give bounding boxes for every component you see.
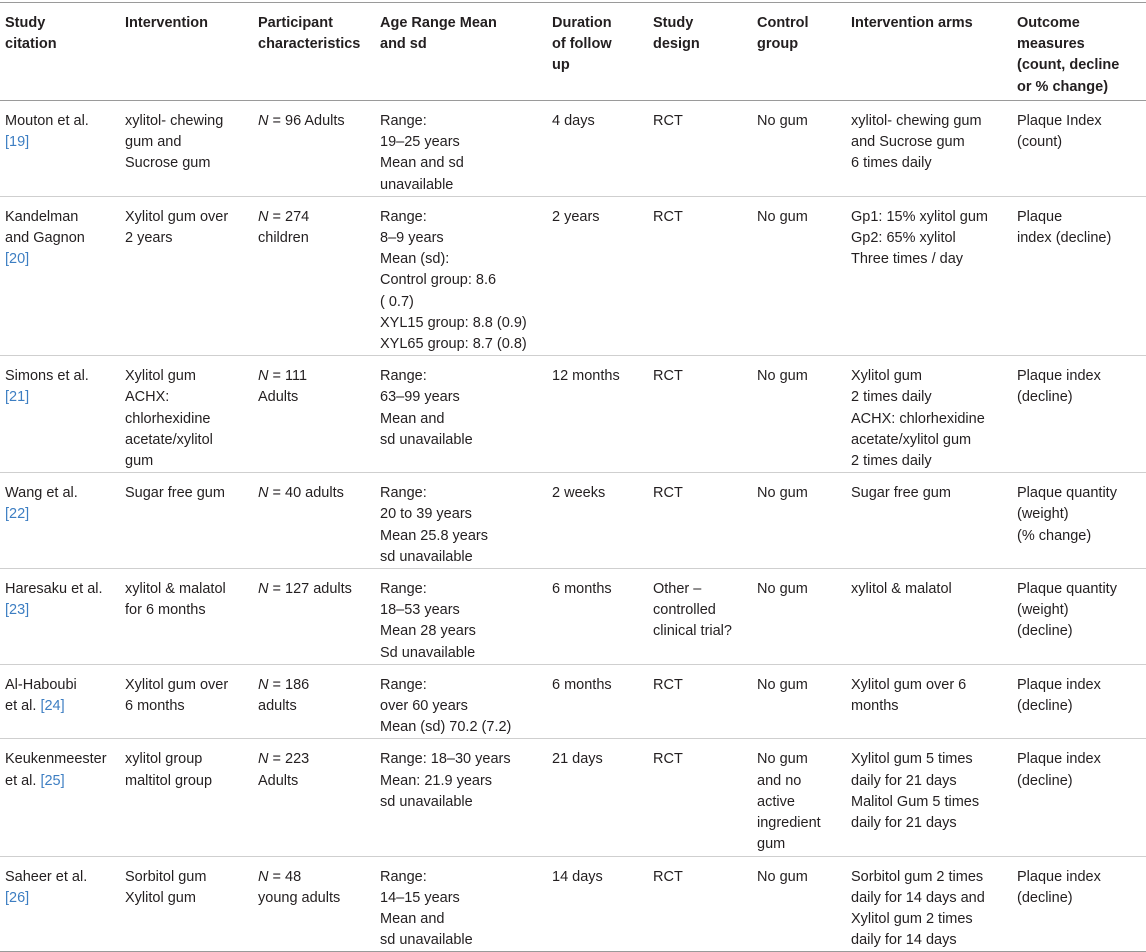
cell-duration: 6 months	[552, 581, 612, 598]
cell-study-citation	[0, 473, 120, 569]
table-row	[0, 196, 1146, 355]
cell-participant-characteristics	[253, 664, 375, 739]
cell-outcome-measures: Plaque index (decline)	[1017, 676, 1101, 715]
cell-study-citation	[0, 356, 120, 473]
cell-intervention-arms: Xylitol gum 2 times daily ACHX: chlorhexidine acetate/xylitol gum 2 times daily	[851, 368, 985, 470]
cell-control-group: No gum and no active ingredient gum	[757, 751, 821, 853]
header-study-citation: Study citation	[5, 15, 57, 53]
cell-intervention: Xylitol gum over 2 years	[125, 208, 229, 247]
cell-control-group: No gum	[757, 485, 808, 502]
header-intervention-arms: Intervention arms	[851, 15, 973, 31]
cell-duration: 21 days	[552, 751, 603, 768]
participants-text: = 96 Adults	[268, 113, 345, 129]
cell-control-group: No gum	[757, 113, 808, 129]
cell-intervention-arms: Sugar free gum	[851, 485, 951, 502]
participants-n: N	[258, 676, 269, 693]
cell-intervention-arms: Gp1: 15% xylitol gum Gp2: 65% xylitol Three times / day	[851, 208, 989, 268]
cell-intervention: xylitol & malatol for 6 months	[125, 581, 226, 619]
participants-text: = 40 adults	[268, 485, 344, 502]
cell-outcome-measures: Plaque index (decline)	[1017, 208, 1112, 247]
cell-age-range: Range: 14–15 years Mean and sd unavailable	[380, 868, 473, 949]
header-participant-characteristics: Participant characteristics	[258, 15, 361, 53]
cell-control-group: No gum	[757, 208, 808, 225]
reference-link[interactable]: [21]	[5, 389, 30, 406]
cell-intervention-arms: Sorbitol gum 2 times daily for 14 days and Xylitol gum 2 times daily for 14 days	[851, 868, 985, 949]
citation-text: Saheer et al.	[5, 868, 88, 885]
table-row	[0, 856, 1146, 952]
cell-study-design: Other – controlled clinical trial?	[653, 581, 732, 640]
participants-n: N	[258, 368, 269, 385]
header-row	[0, 3, 1146, 101]
reference-link[interactable]: [24]	[40, 698, 65, 715]
cell-age-range: Range: over 60 years Mean (sd) 70.2 (7.2)	[380, 676, 512, 736]
participants-n: N	[258, 485, 269, 502]
cell-participant-characteristics	[253, 473, 375, 569]
table-header	[0, 3, 1146, 101]
cell-intervention: xylitol- chewing gum and Sucrose gum	[125, 113, 224, 172]
reference-link[interactable]: [19]	[5, 134, 30, 151]
cell-participant-characteristics	[253, 101, 375, 197]
header-intervention: Intervention	[125, 15, 208, 31]
cell-intervention: Xylitol gum ACHX: chlorhexidine acetate/xylitol gum	[125, 368, 213, 470]
cell-participant-characteristics	[253, 356, 375, 473]
reference-link[interactable]: [25]	[40, 772, 65, 789]
cell-duration: 4 days	[552, 113, 595, 129]
participants-text: = 186 adults	[258, 676, 310, 715]
cell-outcome-measures: Plaque quantity (weight) (decline)	[1017, 581, 1117, 640]
cell-study-design: RCT	[653, 751, 683, 768]
cell-outcome-measures: Plaque index (decline)	[1017, 368, 1101, 406]
participants-text: = 48 young adults	[258, 868, 341, 906]
table-row	[0, 664, 1146, 739]
cell-outcome-measures: Plaque index (decline)	[1017, 751, 1101, 789]
cell-intervention: xylitol group maltitol group	[125, 751, 213, 789]
cell-participant-characteristics	[253, 569, 375, 665]
table-row	[0, 739, 1146, 856]
cell-participant-characteristics	[253, 196, 375, 355]
cell-intervention-arms: xylitol & malatol	[851, 581, 952, 598]
cell-duration: 6 months	[552, 676, 612, 693]
participants-text: = 223 Adults	[258, 751, 310, 789]
cell-outcome-measures: Plaque index (decline)	[1017, 868, 1101, 906]
citation-text: Mouton et al.	[5, 113, 89, 129]
cell-age-range: Range: 63–99 years Mean and sd unavailable	[380, 368, 473, 448]
cell-intervention: Sugar free gum	[125, 485, 225, 502]
table-body	[0, 101, 1146, 952]
header-duration: Duration of follow up	[552, 15, 612, 74]
cell-study-citation	[0, 664, 120, 739]
header-outcome-measures: Outcome measures (count, decline or % change)	[1017, 15, 1120, 95]
participants-n: N	[258, 113, 269, 129]
cell-study-design: RCT	[653, 485, 683, 502]
cell-study-citation	[0, 739, 120, 856]
cell-age-range: Range: 18–53 years Mean 28 years Sd unavailable	[380, 581, 476, 661]
participants-text: = 274 children	[258, 208, 310, 247]
cell-control-group: No gum	[757, 868, 808, 885]
reference-link[interactable]: [20]	[5, 251, 30, 268]
cell-duration: 2 years	[552, 208, 600, 225]
cell-age-range: Range: 19–25 years Mean and sd unavailable	[380, 113, 464, 193]
citation-text: Al-Haboubi et al.	[5, 676, 77, 715]
cell-intervention-arms: Xylitol gum over 6 months	[851, 676, 967, 715]
table-row	[0, 356, 1146, 473]
cell-participant-characteristics	[253, 739, 375, 856]
table-row	[0, 473, 1146, 569]
cell-control-group: No gum	[757, 368, 808, 385]
cell-age-range: Range: 20 to 39 years Mean 25.8 years sd unavailable	[380, 485, 489, 565]
cell-study-design: RCT	[653, 113, 683, 129]
cell-duration: 12 months	[552, 368, 620, 385]
reference-link[interactable]: [23]	[5, 602, 30, 619]
cell-participant-characteristics	[253, 856, 375, 952]
citation-text: Wang et al.	[5, 485, 78, 502]
cell-study-citation	[0, 101, 120, 197]
cell-control-group: No gum	[757, 581, 808, 598]
cell-age-range: Range: 8–9 years Mean (sd): Control group: 8.6 ( 0.7) XYL15 group: 8.8 (0.9) XYL65 group: 8.7 (0.8)	[380, 208, 527, 353]
cell-study-design: RCT	[653, 208, 683, 225]
cell-outcome-measures: Plaque Index (count)	[1017, 113, 1102, 151]
header-control-group: Control group	[757, 15, 809, 53]
participants-n: N	[258, 581, 269, 598]
cell-outcome-measures: Plaque quantity (weight) (% change)	[1017, 485, 1117, 544]
table-row	[0, 569, 1146, 665]
participants-n: N	[258, 751, 269, 768]
citation-text: Kandelman and Gagnon	[5, 208, 85, 247]
cell-study-design: RCT	[653, 676, 683, 693]
citation-text: Haresaku et al.	[5, 581, 103, 598]
cell-study-citation	[0, 569, 120, 665]
participants-text: = 111 Adults	[258, 368, 308, 406]
cell-age-range: Range: 18–30 years Mean: 21.9 years sd unavailable	[380, 751, 511, 810]
cell-intervention: Sorbitol gum Xylitol gum	[125, 868, 207, 906]
cell-duration: 2 weeks	[552, 485, 606, 502]
participants-n: N	[258, 208, 269, 225]
cell-study-citation	[0, 856, 120, 952]
studies-table	[0, 2, 1146, 952]
reference-link[interactable]: [26]	[5, 889, 30, 906]
table-row	[0, 101, 1146, 197]
cell-study-design: RCT	[653, 368, 683, 385]
participants-n: N	[258, 868, 269, 885]
cell-intervention: Xylitol gum over 6 months	[125, 676, 229, 715]
header-study-design: Study design	[653, 15, 700, 53]
citation-text: Simons et al.	[5, 368, 89, 385]
participants-text: = 127 adults	[268, 581, 352, 598]
cell-study-design: RCT	[653, 868, 683, 885]
citation-text: Keukenmeester et al.	[5, 751, 107, 789]
cell-duration: 14 days	[552, 868, 603, 885]
header-age-range: Age Range Mean and sd	[380, 15, 497, 53]
reference-link[interactable]: [22]	[5, 506, 30, 523]
cell-intervention-arms: Xylitol gum 5 times daily for 21 days Malitol Gum 5 times daily for 21 days	[851, 751, 980, 832]
cell-control-group: No gum	[757, 676, 808, 693]
cell-study-citation	[0, 196, 120, 355]
cell-intervention-arms: xylitol- chewing gum and Sucrose gum 6 times daily	[851, 113, 982, 172]
